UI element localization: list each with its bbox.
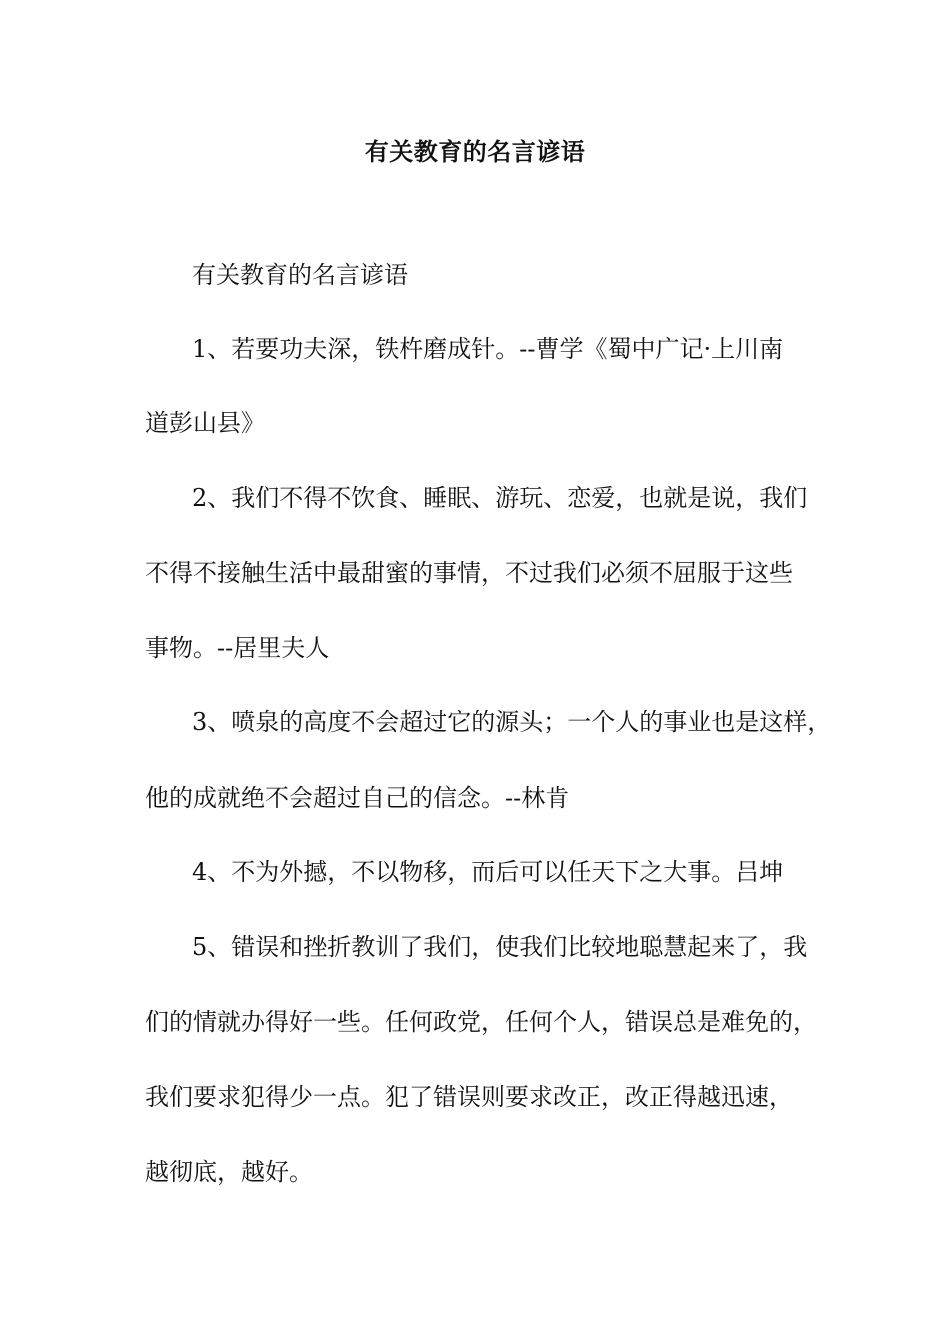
- quote-3-line-2: 他的成就绝不会超过自己的信念。--林肯: [145, 784, 570, 812]
- quote-5-line-2: 们的情就办得好一些。任何政党，任何个人，错误总是难免的，: [145, 1008, 817, 1036]
- quote-2-line-2: 不得不接触生活中最甜蜜的事情，不过我们必须不屈服于这些: [145, 559, 793, 587]
- paragraph-heading: 有关教育的名言谚语: [192, 261, 408, 289]
- quote-5-line-1: 5、错误和挫折教训了我们，使我们比较地聪慧起来了，我: [192, 933, 808, 961]
- quote-4-line-1: 4、不为外撼，不以物移，而后可以任天下之大事。吕坤: [192, 858, 784, 886]
- quote-5-line-3: 我们要求犯得少一点。犯了错误则要求改正，改正得越迅速，: [145, 1083, 793, 1111]
- quote-2-line-1: 2、我们不得不饮食、睡眠、游玩、恋爱，也就是说，我们: [192, 484, 808, 512]
- quote-3-line-1: 3、喷泉的高度不会超过它的源头；一个人的事业也是这样，: [192, 708, 832, 736]
- quote-1-line-2: 道彭山县》: [145, 409, 265, 437]
- quote-2-line-3: 事物。--居里夫人: [145, 634, 330, 662]
- quote-1-line-1: 1、若要功夫深，铁杵磨成针。--曹学《蜀中广记·上川南: [192, 335, 784, 363]
- quote-5-line-4: 越彻底，越好。: [145, 1158, 313, 1186]
- document-title: 有关教育的名言谚语: [364, 137, 586, 166]
